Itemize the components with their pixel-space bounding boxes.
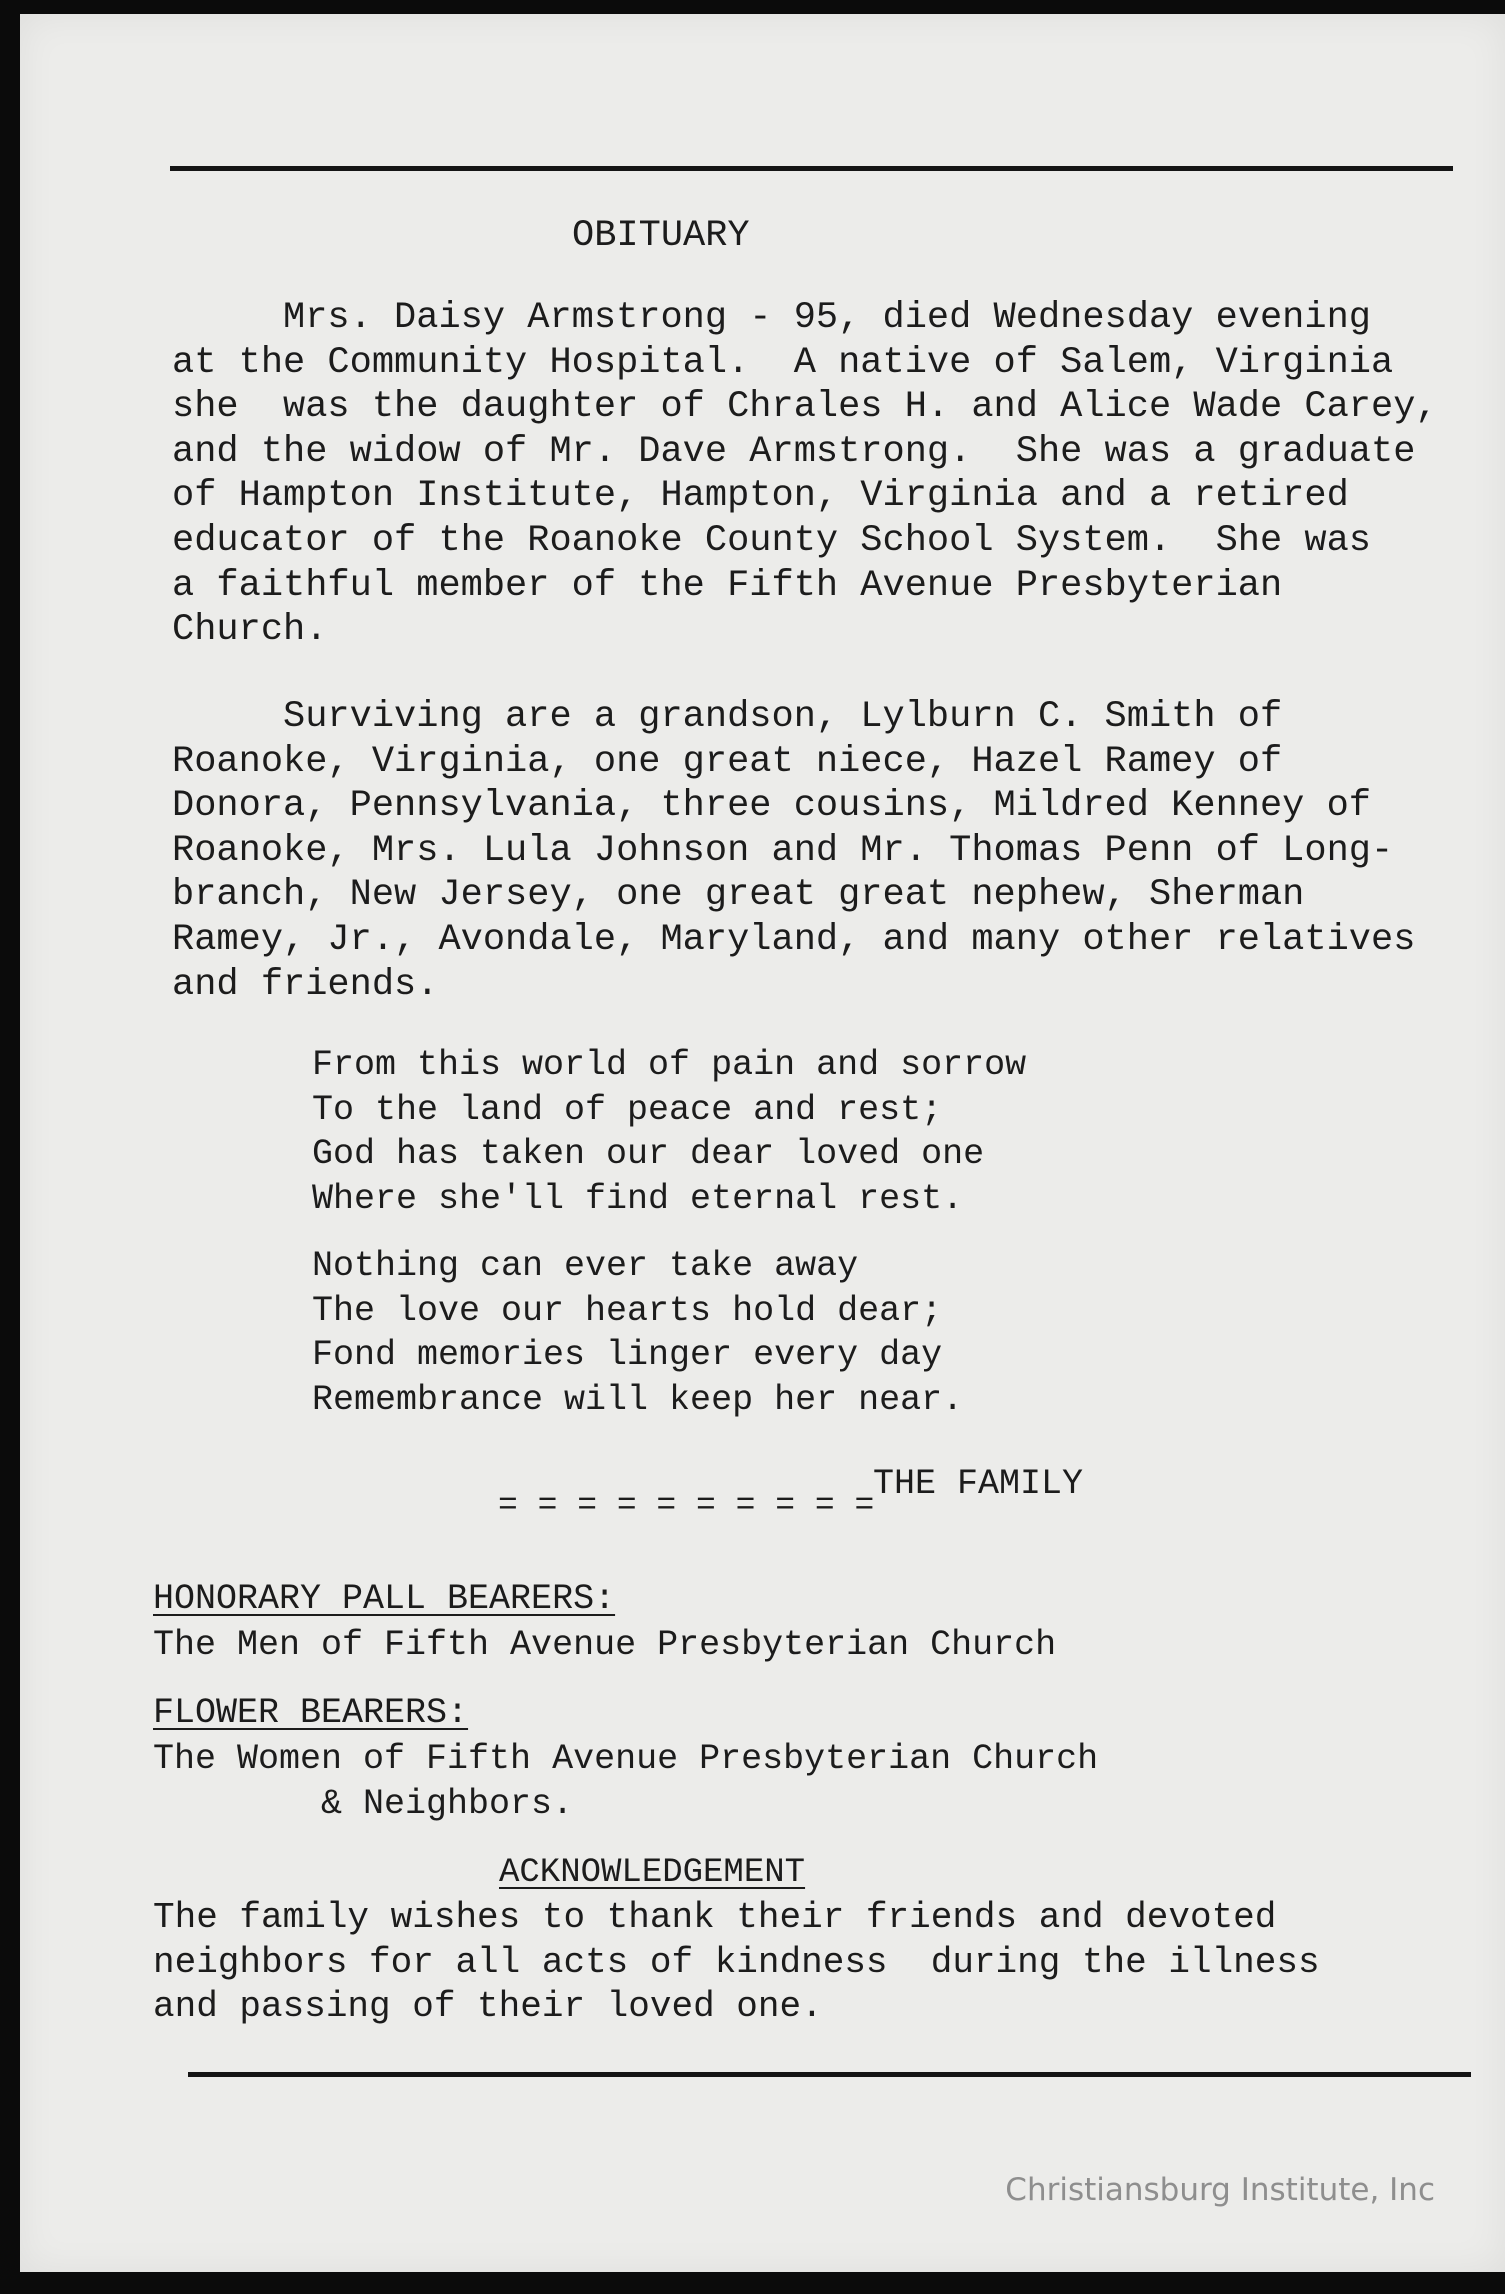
top-rule [170,166,1453,171]
obituary-page [20,14,1505,2272]
obituary-heading: OBITUARY [572,215,750,257]
poem-stanza-1: From this world of pain and sorrow To the land of peace and rest; God has taken our dear loved one Where she'll find eternal rest. [312,1045,1027,1219]
signature-dashes: = = = = = = = = = = [498,1487,875,1524]
obituary-paragraph-survivors: Surviving are a grandson, Lylburn C. Smith of Roanoke, Virginia, one great niece, Hazel Ramey of Donora, Pennsylvania, three cousins, Mildred Kenney of Roanoke, Mrs. Lula Johnson and Mr. Thomas Penn of Long- branch, New Jersey, one great great nephew, Sherman Ramey, Jr., Avondale, Maryland, and many other relatives and friends. [172,696,1416,1006]
honorary-pall-bearers-heading: HONORARY PALL BEARERS: [153,1579,616,1619]
watermark-text: Christiansburg Institute, Inc [1005,2172,1435,2208]
flower-bearers-text: The Women of Fifth Avenue Presbyterian Church & Neighbors. [153,1739,1099,1824]
poem-stanza-2: Nothing can ever take away The love our hearts hold dear; Fond memories linger every day Remembrance will keep her near. [312,1246,964,1420]
honorary-pall-bearers-text: The Men of Fifth Avenue Presbyterian Church [153,1625,1057,1665]
acknowledgement-heading: ACKNOWLEDGEMENT [499,1854,806,1892]
signature-family: THE FAMILY [873,1464,1084,1504]
bottom-rule [188,2072,1471,2077]
flower-bearers-heading: FLOWER BEARERS: [153,1693,469,1733]
obituary-paragraph-details: Mrs. Daisy Armstrong - 95, died Wednesday evening at the Community Hospital. A native of Salem, Virginia she was the daughter of Chrales H. and Alice Wade Carey, and the widow of Mr. Dave Armstrong. She was a graduate of Hampton Institute, Hampton, Virginia and a retired educator of the Roanoke County School System. She was a faithful member of the Fifth Avenue Presbyterian Church. [172,297,1438,652]
acknowledgement-text: The family wishes to thank their friends and devoted neighbors for all acts of kindness during the illness and passing of their loved one. [153,1897,1320,2028]
